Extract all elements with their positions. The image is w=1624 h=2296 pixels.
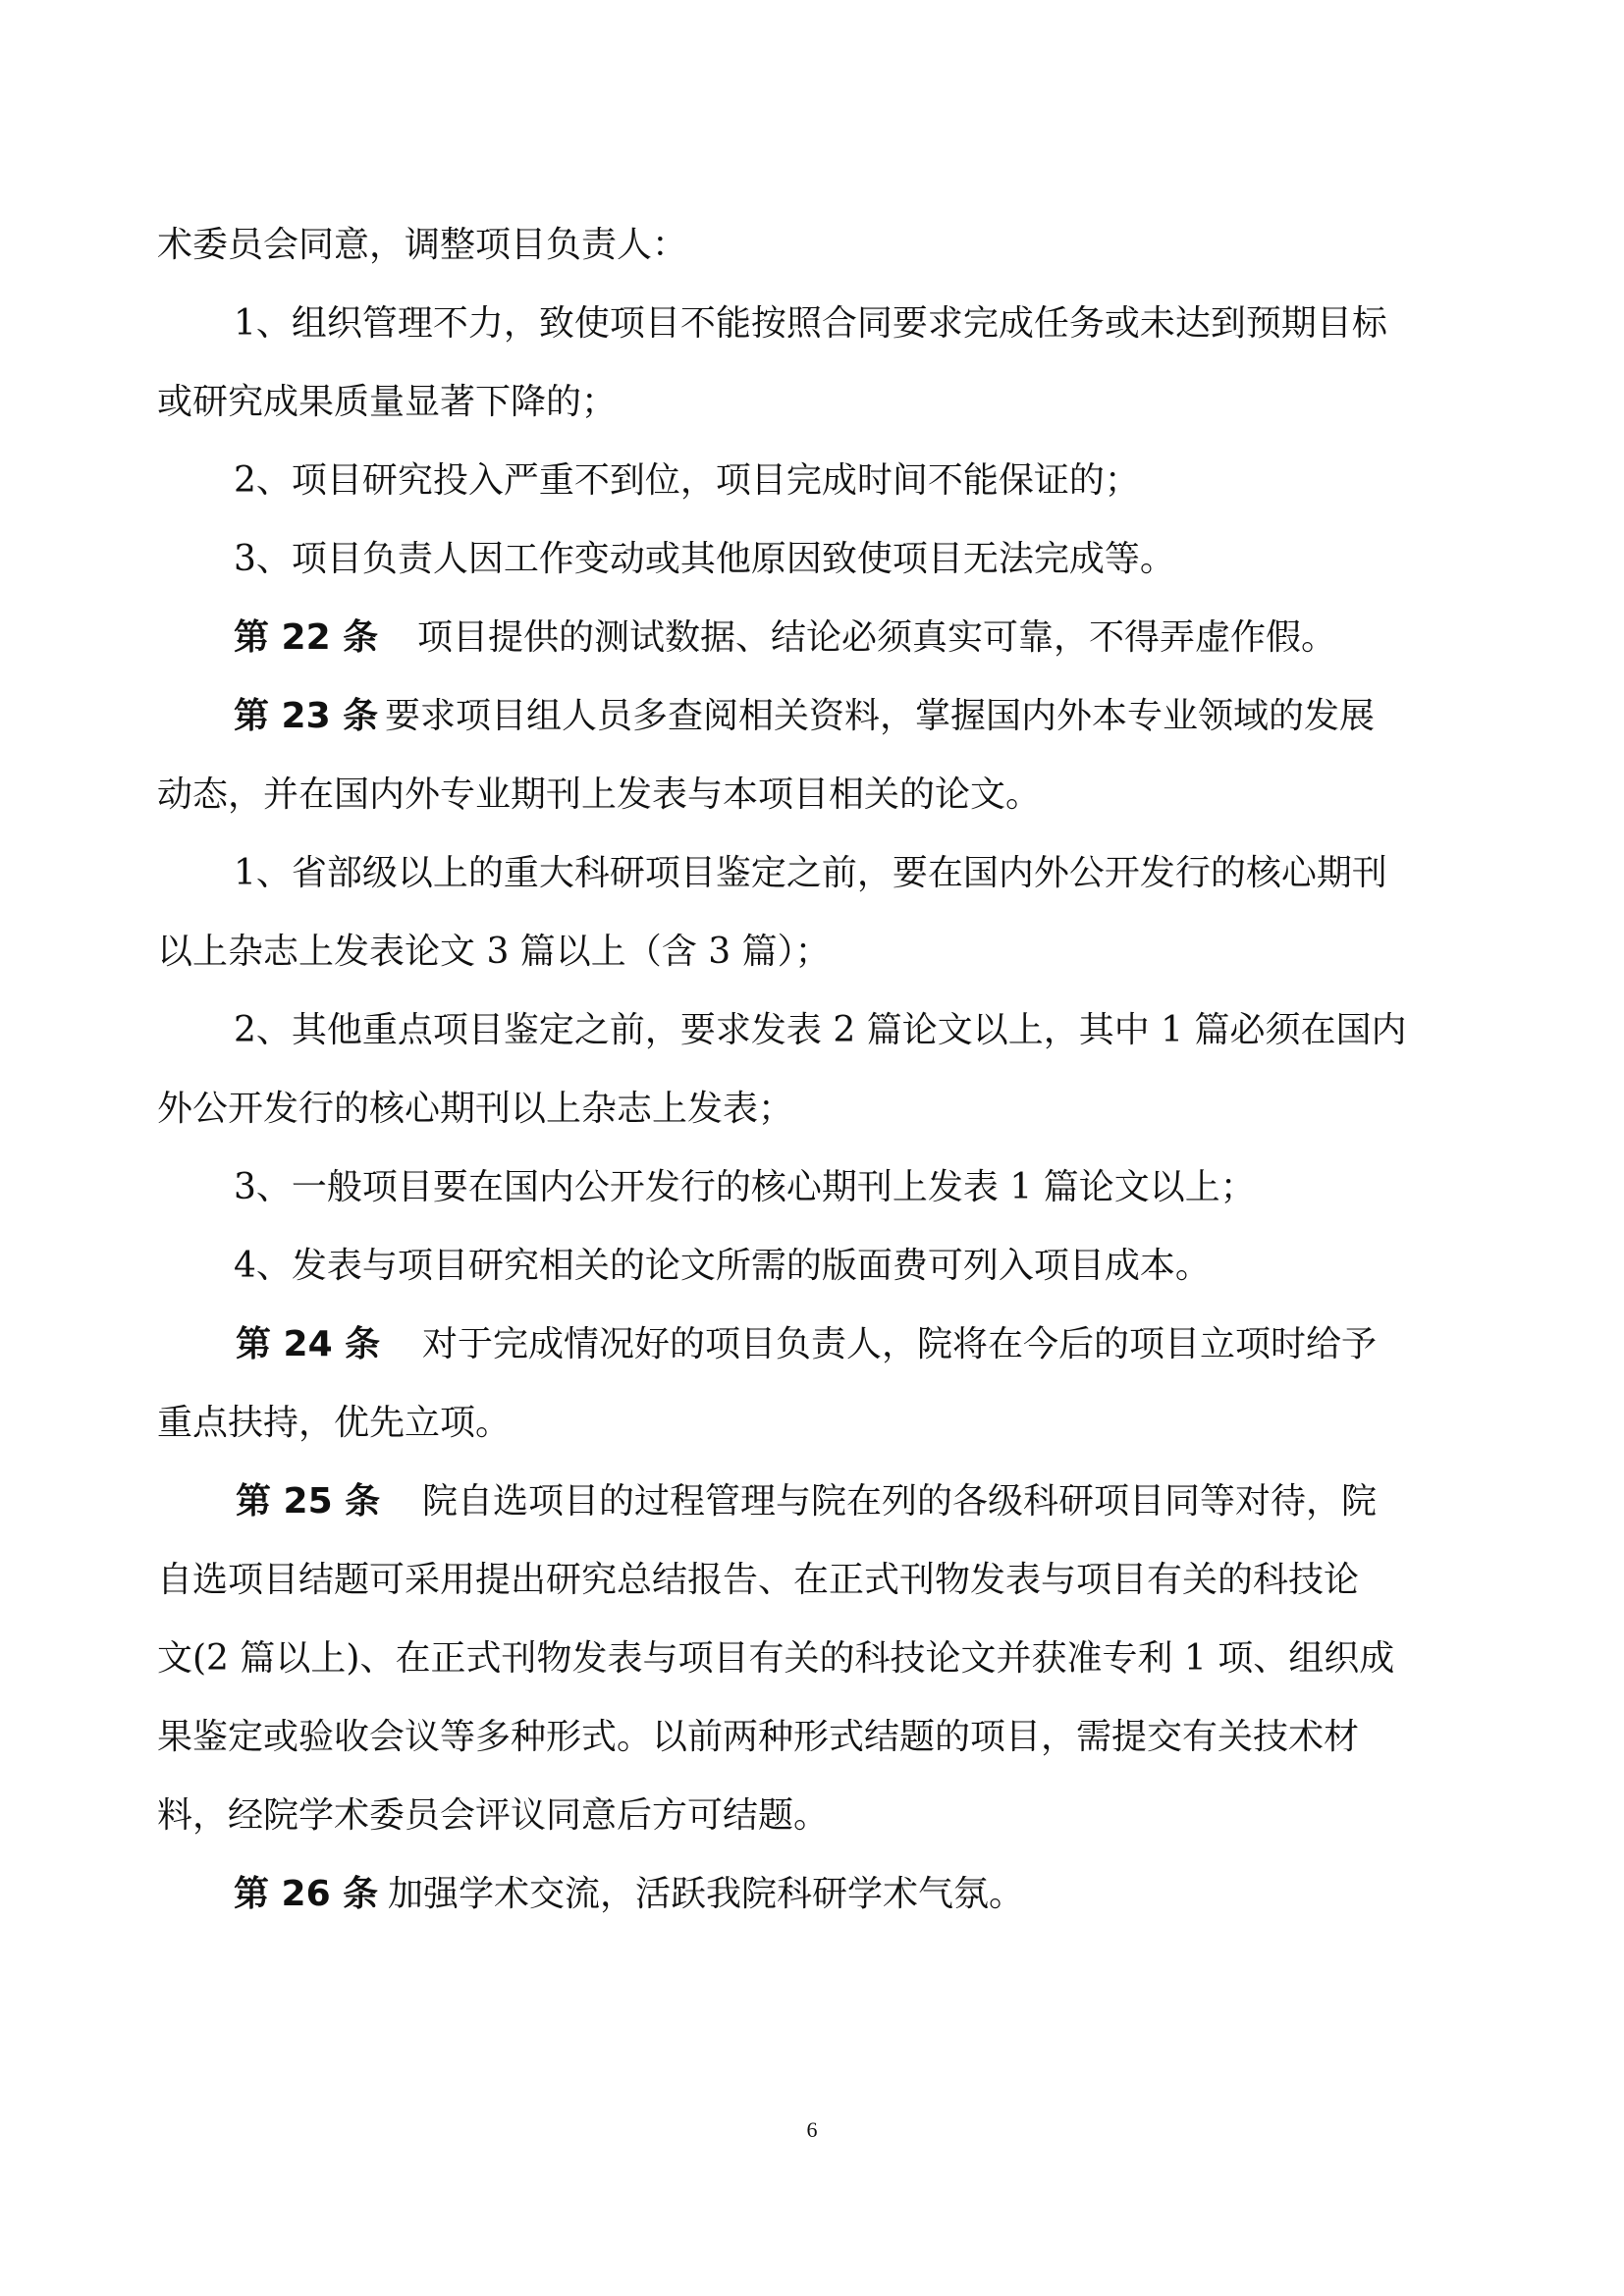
article-23-text: 要求项目组人员多查阅相关资料，掌握国内外本专业领域的发展 (385, 696, 1376, 736)
list-item-1-line: 1、组织管理不力，致使项目不能按照合同要求完成任务或未达到预期目标 (234, 303, 1387, 344)
list-item-3-line: 3、项目负责人因工作变动或其他原因致使项目无法完成等。 (234, 539, 1175, 579)
article-24-text: 对于完成情况好的项目负责人，院将在今后的项目立项时给予 (422, 1324, 1378, 1364)
article-26-text: 加强学术交流，活跃我院科研学术气氛。 (388, 1874, 1025, 1914)
article-23-label: 第 23 条 (234, 696, 379, 736)
article-25-continuation-4: 料，经院学术委员会评议同意后方可结题。 (157, 1795, 830, 1836)
article-25-label: 第 25 条 (236, 1481, 381, 1522)
article-23-item-4-line: 4、发表与项目研究相关的论文所需的版面费可列入项目成本。 (234, 1246, 1211, 1286)
article-25-continuation-2: 文(2 篇以上)、在正式刊物发表与项目有关的科技论文并获准专利 1 项、组织成 (157, 1638, 1395, 1679)
article-24-continuation: 重点扶持，优先立项。 (157, 1403, 512, 1443)
article-24-label: 第 24 条 (236, 1324, 381, 1364)
article-25-text: 院自选项目的过程管理与院在列的各级科研项目同等对待，院 (422, 1481, 1378, 1522)
article-23-item-3-line: 3、一般项目要在国内公开发行的核心期刊上发表 1 篇论文以上； (234, 1167, 1256, 1207)
article-25-continuation-3: 果鉴定或验收会议等多种形式。以前两种形式结题的项目，需提交有关技术材 (157, 1717, 1360, 1757)
article-23-item-1-line: 1、省部级以上的重大科研项目鉴定之前，要在国内外公开发行的核心期刊 (234, 853, 1387, 893)
paragraph-line: 术委员会同意，调整项目负责人： (157, 225, 688, 265)
article-22-text: 项目提供的测试数据、结论必须真实可靠，不得弄虚作假。 (417, 617, 1337, 658)
article-23-item-2-continuation: 外公开发行的核心期刊以上杂志上发表； (157, 1089, 794, 1129)
article-26-label: 第 26 条 (234, 1874, 379, 1914)
article-23-item-2-line: 2、其他重点项目鉴定之前，要求发表 2 篇论文以上，其中 1 篇必须在国内 (234, 1010, 1407, 1050)
article-25-continuation-1: 自选项目结题可采用提出研究总结报告、在正式刊物发表与项目有关的科技论 (157, 1560, 1360, 1600)
list-item-2-line: 2、项目研究投入严重不到位，项目完成时间不能保证的； (234, 460, 1140, 501)
article-23-item-1-continuation: 以上杂志上发表论文 3 篇以上（含 3 篇）； (157, 932, 831, 972)
article-22-label: 第 22 条 (234, 617, 379, 658)
list-item-1-continuation: 或研究成果质量显著下降的； (157, 382, 618, 422)
article-23-continuation: 动态，并在国内外专业期刊上发表与本项目相关的论文。 (157, 774, 1042, 815)
page-number: 6 (806, 2117, 818, 2142)
